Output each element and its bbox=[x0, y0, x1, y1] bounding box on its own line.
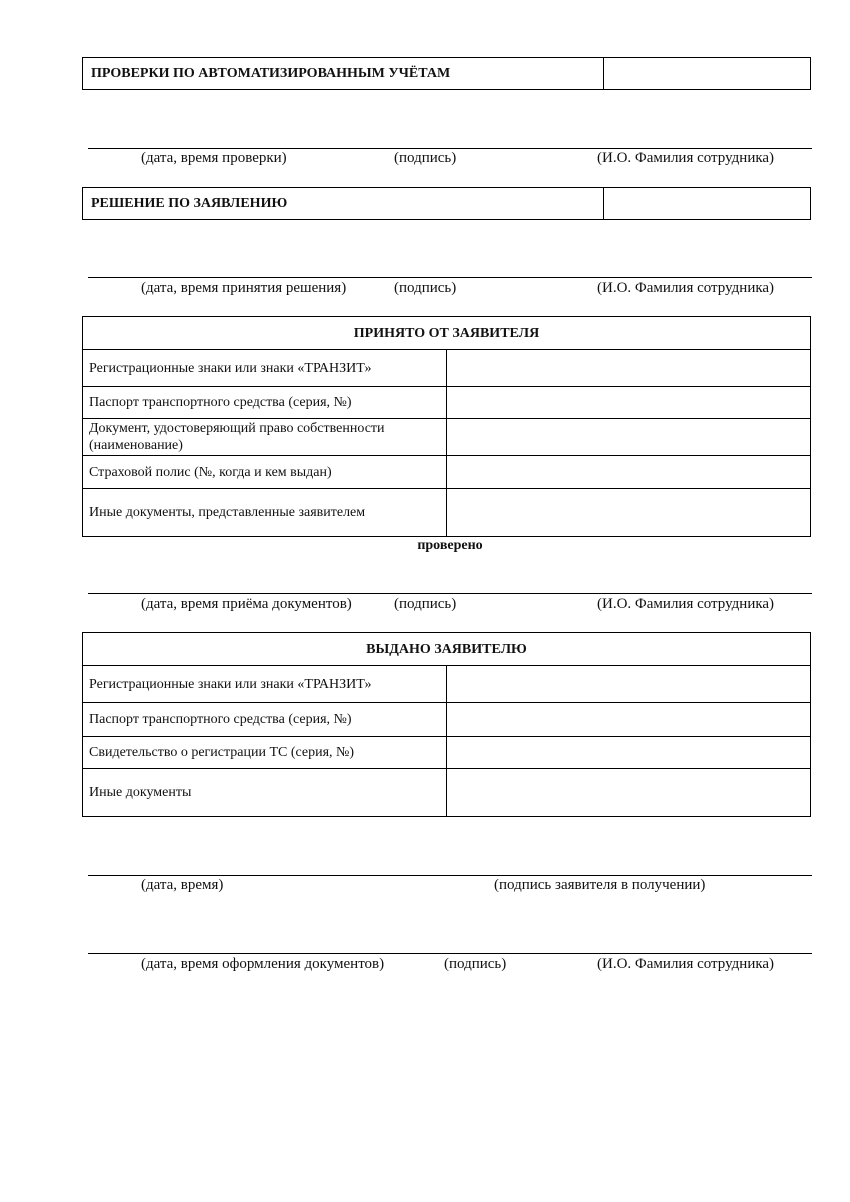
table-row bbox=[83, 350, 811, 387]
issued-row-value[interactable] bbox=[447, 769, 811, 817]
received-row-value[interactable] bbox=[447, 456, 811, 489]
issued-row-value[interactable] bbox=[447, 666, 811, 703]
table-row bbox=[83, 666, 811, 703]
issued-row-value[interactable] bbox=[447, 703, 811, 737]
received-row-value[interactable] bbox=[447, 387, 811, 419]
table-row bbox=[83, 456, 811, 489]
final-officer-caption: (И.О. Фамилия сотрудника) bbox=[597, 956, 775, 972]
issued-row-label: Иные документы bbox=[83, 769, 447, 817]
checked-label: проверено bbox=[417, 538, 483, 553]
table-row bbox=[83, 737, 811, 769]
check-datetime-caption: (дата, время проверки) bbox=[141, 150, 287, 166]
received-row-label: Регистрационные знаки или знаки «ТРАНЗИТ» bbox=[83, 350, 447, 387]
applicant-signature-caption: (подпись заявителя в получении) bbox=[494, 877, 706, 893]
received-table bbox=[82, 316, 811, 537]
decision-title: РЕШЕНИЕ ПО ЗАЯВЛЕНИЮ bbox=[83, 188, 604, 219]
decision-datetime-caption: (дата, время принятия решения) bbox=[141, 280, 347, 296]
received-title: ПРИНЯТО ОТ ЗАЯВИТЕЛЯ bbox=[83, 317, 811, 350]
issued-title: ВЫДАНО ЗАЯВИТЕЛЮ bbox=[83, 633, 811, 666]
received-signature-line bbox=[88, 593, 812, 594]
decision-signature-line bbox=[88, 277, 812, 278]
issued-row-label: Паспорт транспортного средства (серия, №) bbox=[83, 703, 447, 737]
received-row-label: Страховой полис (№, когда и кем выдан) bbox=[83, 456, 447, 489]
table-row bbox=[83, 489, 811, 537]
final-signature-line bbox=[88, 953, 812, 954]
received-row-value[interactable] bbox=[447, 350, 811, 387]
decision-field[interactable] bbox=[604, 188, 810, 219]
final-datetime-caption: (дата, время оформления документов) bbox=[141, 956, 385, 972]
received-datetime-caption: (дата, время приёма документов) bbox=[141, 596, 352, 612]
table-row bbox=[83, 419, 811, 456]
decision-officer-caption: (И.О. Фамилия сотрудника) bbox=[597, 280, 775, 296]
check-signature-line bbox=[88, 148, 812, 149]
final-signature-caption: (подпись) bbox=[444, 956, 507, 972]
received-row-value[interactable] bbox=[447, 419, 811, 456]
received-row-label: Иные документы, представленные заявителем bbox=[83, 489, 447, 537]
table-row bbox=[83, 387, 811, 419]
received-row-label: Документ, удостоверяющий право собственности (наименование) bbox=[83, 419, 447, 456]
table-row bbox=[83, 703, 811, 737]
check-signature-caption: (подпись) bbox=[394, 150, 457, 166]
issued-row-label: Свидетельство о регистрации ТС (серия, №) bbox=[83, 737, 447, 769]
applicant-datetime-caption: (дата, время) bbox=[141, 877, 224, 893]
issued-table bbox=[82, 632, 811, 817]
received-signature-caption: (подпись) bbox=[394, 596, 457, 612]
received-officer-caption: (И.О. Фамилия сотрудника) bbox=[597, 596, 775, 612]
auto-checks-section bbox=[82, 57, 811, 90]
auto-checks-title: ПРОВЕРКИ ПО АВТОМАТИЗИРОВАННЫМ УЧЁТАМ bbox=[83, 58, 604, 89]
issued-row-value[interactable] bbox=[447, 737, 811, 769]
decision-signature-caption: (подпись) bbox=[394, 280, 457, 296]
check-officer-caption: (И.О. Фамилия сотрудника) bbox=[597, 150, 775, 166]
received-row-label: Паспорт транспортного средства (серия, №) bbox=[83, 387, 447, 419]
applicant-signature-line bbox=[88, 875, 812, 876]
auto-checks-field[interactable] bbox=[604, 58, 810, 89]
decision-section bbox=[82, 187, 811, 220]
issued-row-label: Регистрационные знаки или знаки «ТРАНЗИТ» bbox=[83, 666, 447, 703]
table-row bbox=[83, 769, 811, 817]
received-row-value[interactable] bbox=[447, 489, 811, 537]
